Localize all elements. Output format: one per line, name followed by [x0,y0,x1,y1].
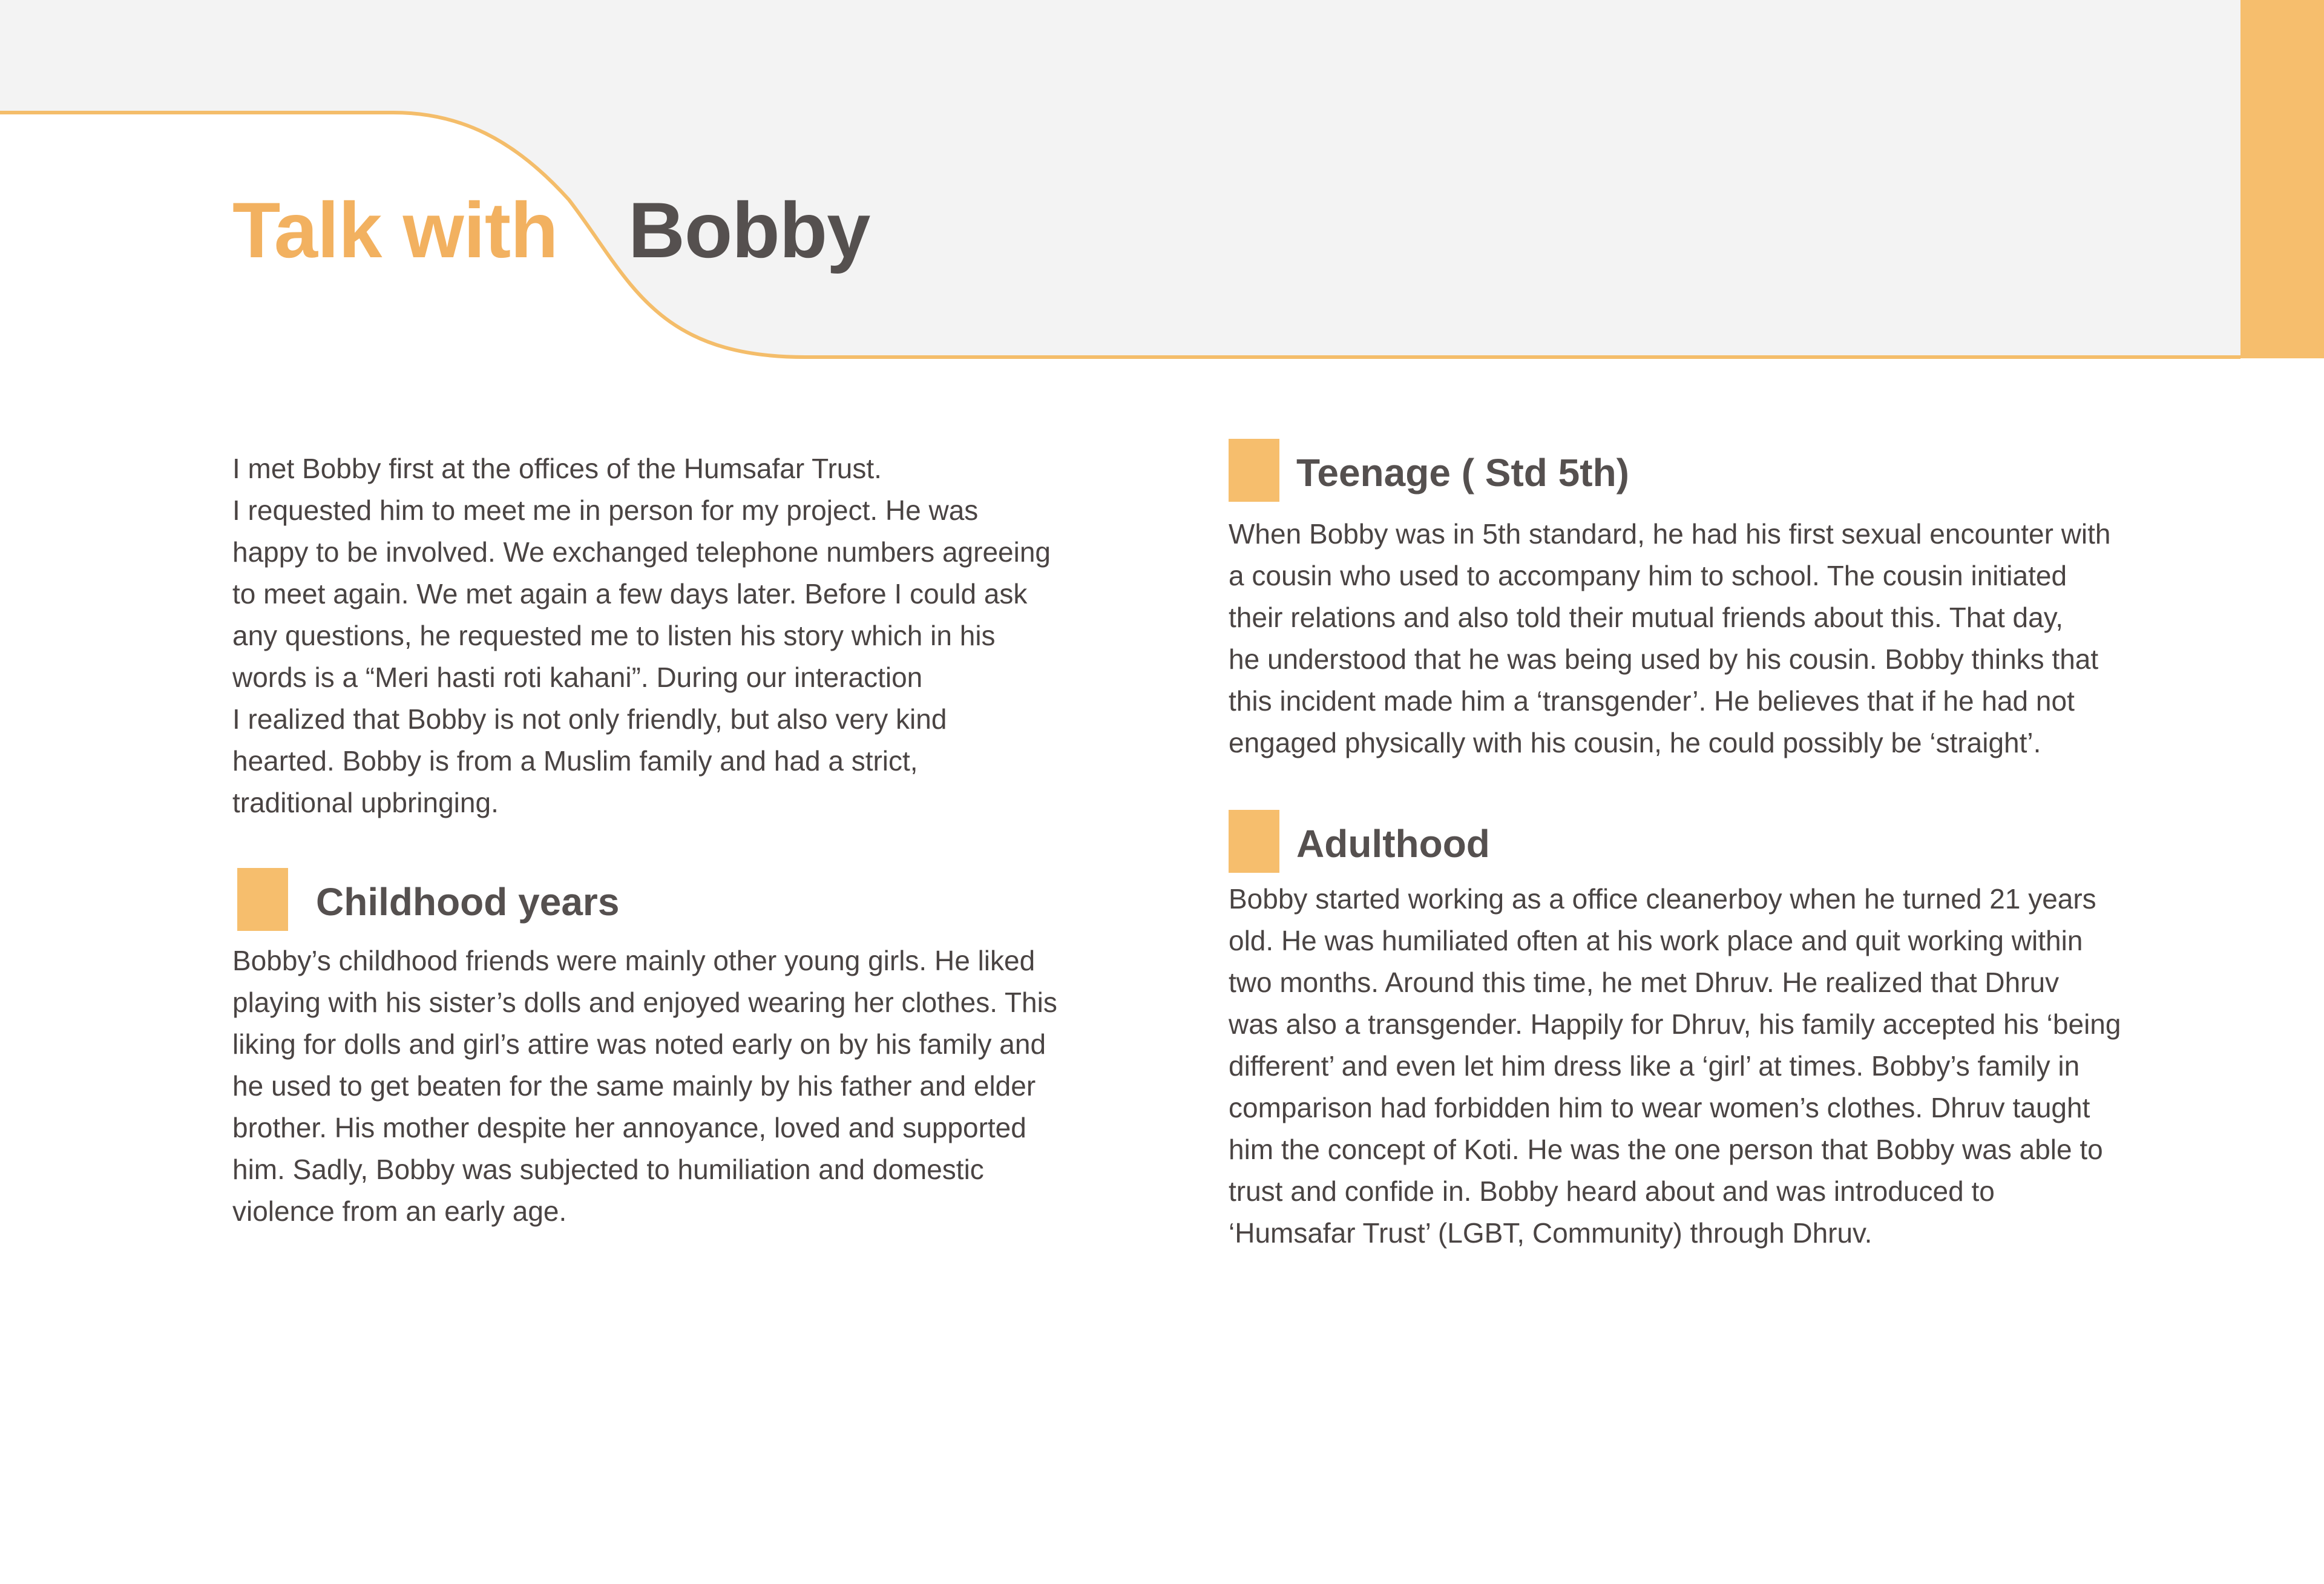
title-lead: Talk with [232,186,558,274]
paragraph-line: him the concept of Koti. He was the one person that Bobby was able to [1229,1134,2103,1165]
paragraph-line: engaged physically with his cousin, he could possibly be ‘straight’. [1229,727,2041,758]
paragraph-line: I realized that Bobby is not only friendly, but also very kind [232,703,947,735]
paragraph-line: playing with his sister’s dolls and enjoyed wearing her clothes. This [232,987,1057,1018]
childhood-heading [237,868,782,931]
paragraph-line: he understood that he was being used by his cousin. Bobby thinks that [1229,643,2099,675]
paragraph-line: violence from an early age. [232,1195,567,1227]
heading-marker [237,868,288,931]
section-title: Childhood years [316,880,620,924]
paragraph-line: him. Sadly, Bobby was subjected to humiliation and domestic [232,1154,984,1185]
paragraph-line: any questions, he requested me to listen his story which in his [232,620,996,651]
paragraph-line: old. He was humiliated often at his work place and quit working within [1229,925,2083,956]
paragraph-line: their relations and also told their mutual friends about this. That day, [1229,602,2064,633]
paragraph-line: I met Bobby first at the offices of the Humsafar Trust. [232,453,882,484]
paragraph-line: was also a transgender. Happily for Dhruv, his family accepted his ‘being [1229,1008,2121,1040]
paragraph-line: happy to be involved. We exchanged telephone numbers agreeing [232,536,1051,568]
teenage-heading [1229,439,1773,502]
paragraph-line: Bobby’s childhood friends were mainly other young girls. He liked [232,945,1036,976]
heading-marker [1229,810,1279,873]
heading-marker [1229,439,1279,502]
side-tab-accent [2240,0,2324,358]
adulthood-heading [1229,810,1773,873]
paragraph-line: I requested him to meet me in person for my project. He was [232,495,979,526]
paragraph-line: brother. His mother despite her annoyance, loved and supported [232,1112,1026,1143]
paragraph-line: comparison had forbidden him to wear women’s clothes. Dhruv taught [1229,1092,2090,1123]
paragraph-line: to meet again. We met again a few days later. Before I could ask [232,578,1028,610]
paragraph-line: ‘Humsafar Trust’ (LGBT, Community) through Dhruv. [1229,1217,1873,1249]
paragraph-line: words is a “Meri hasti roti kahani”. During our interaction [232,662,923,693]
teenage-paragraph [1229,513,2111,764]
paragraph-line: hearted. Bobby is from a Muslim family and had a strict, [232,745,918,777]
adulthood-paragraph [1229,878,2121,1254]
paragraph-line: When Bobby was in 5th standard, he had his first sexual encounter with [1229,518,2111,550]
paragraph-line: this incident made him a ‘transgender’. He believes that if he had not [1229,685,2075,717]
paragraph-line: liking for dolls and girl’s attire was noted early on by his family and [232,1028,1046,1060]
intro-paragraph [232,448,1051,824]
section-title: Teenage ( Std 5th) [1296,451,1629,495]
paragraph-line: Bobby started working as a office cleanerboy when he turned 21 years [1229,883,2096,915]
paragraph-line: a cousin who used to accompany him to school. The cousin initiated [1229,560,2067,591]
paragraph-line: two months. Around this time, he met Dhruv. He realized that Dhruv [1229,967,2060,998]
paragraph-line: traditional upbringing. [232,787,499,818]
paragraph-line: he used to get beaten for the same mainly by his father and elder [232,1070,1036,1102]
title-name: Bobby [628,186,870,274]
paragraph-line: different’ and even let him dress like a ‘girl’ at times. Bobby’s family in [1229,1050,2080,1082]
childhood-paragraph [232,940,1057,1232]
section-title: Adulthood [1296,822,1490,866]
paragraph-line: trust and confide in. Bobby heard about and was introduced to [1229,1175,1995,1207]
